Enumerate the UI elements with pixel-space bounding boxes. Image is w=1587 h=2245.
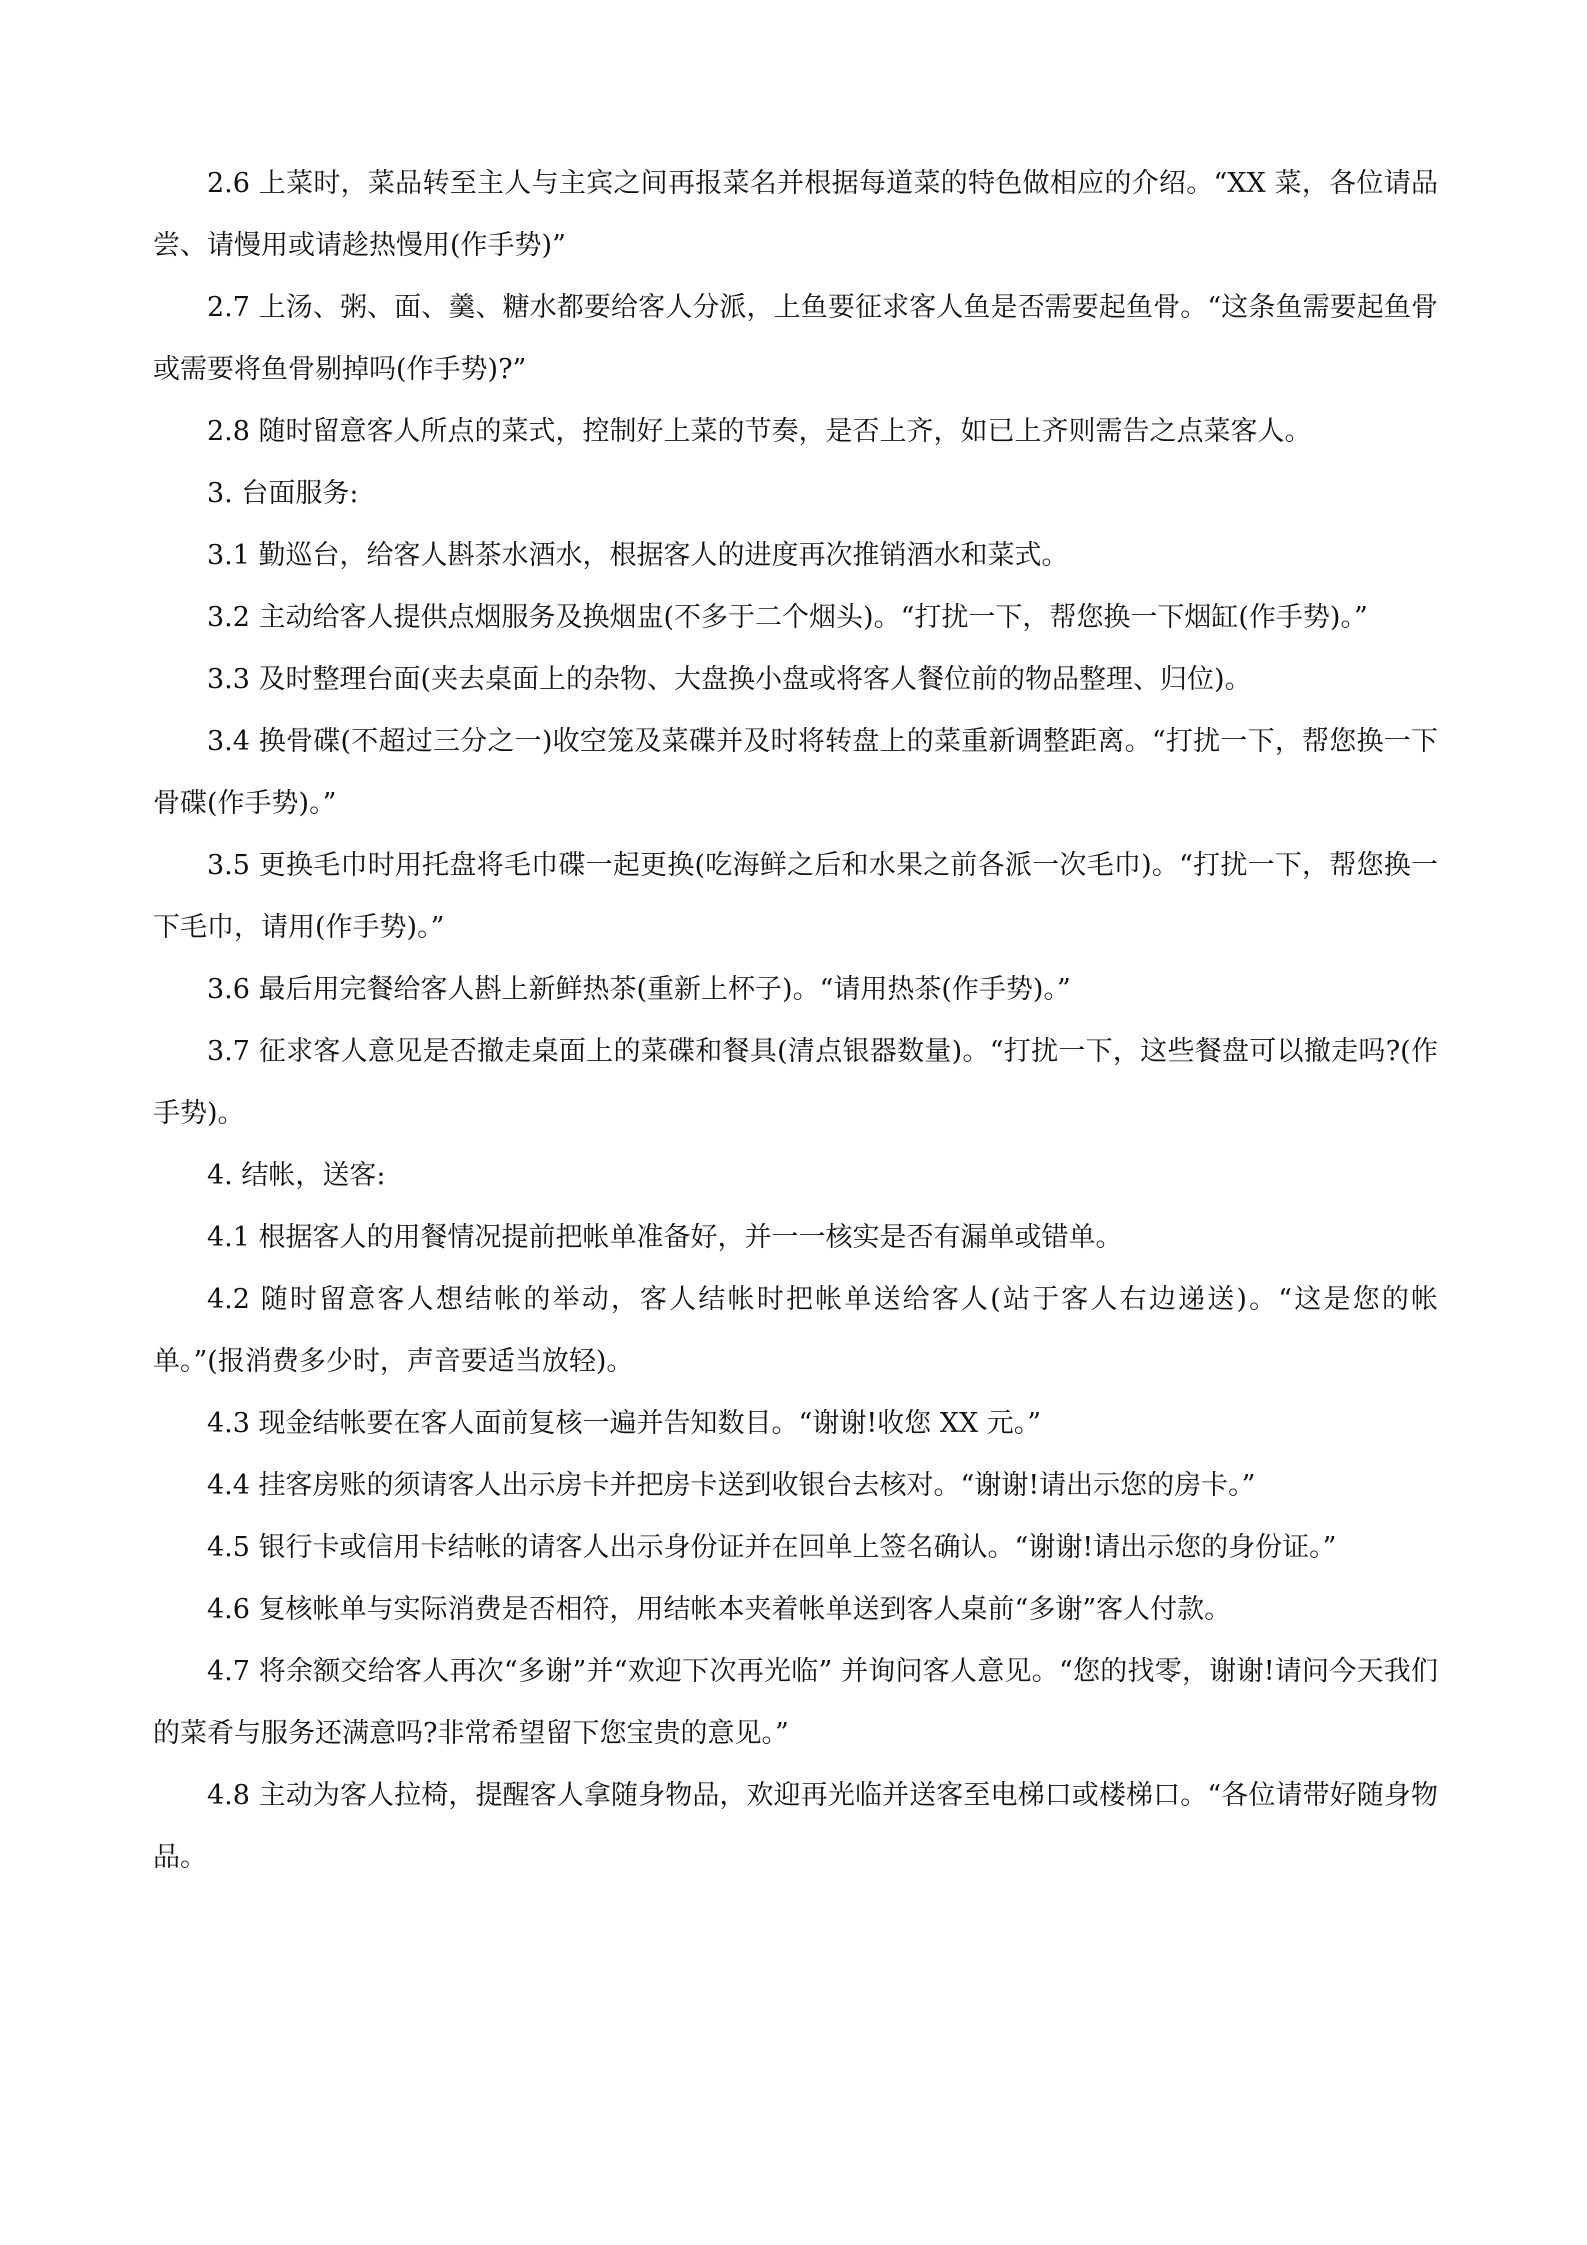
document-body bbox=[153, 153, 1438, 1889]
paragraph-2-6: 2.6 上菜时，菜品转至主人与主宾之间再报菜名并根据每道菜的特色做相应的介绍。“XX 菜，各位请品尝、请慢用或请趁热慢用(作手势)” bbox=[153, 168, 1438, 261]
paragraph-4-3: 4.3 现金结帐要在客人面前复核一遍并告知数目。“谢谢!收您 XX 元。” bbox=[207, 1408, 1042, 1439]
paragraph-3-4: 3.4 换骨碟(不超过三分之一)收空笼及菜碟并及时将转盘上的菜重新调整距离。“打扰一下，帮您换一下骨碟(作手势)。” bbox=[153, 726, 1438, 819]
paragraph-3-2: 3.2 主动给客人提供点烟服务及换烟盅(不多于二个烟头)。“打扰一下，帮您换一下烟缸(作手势)。” bbox=[207, 602, 1368, 633]
paragraph-3-3: 3.3 及时整理台面(夹去桌面上的杂物、大盘换小盘或将客人餐位前的物品整理、归位)。 bbox=[207, 664, 1252, 695]
paragraph-4-8: 4.8 主动为客人拉椅，提醒客人拿随身物品，欢迎再光临并送客至电梯口或楼梯口。“各位请带好随身物品。 bbox=[153, 1780, 1438, 1873]
paragraph-4-7: 4.7 将余额交给客人再次“多谢”并“欢迎下次再光临” 并询问客人意见。“您的找零，谢谢!请问今天我们的菜肴与服务还满意吗?非常希望留下您宝贵的意见。” bbox=[153, 1656, 1438, 1749]
paragraph-4-4: 4.4 挂客房账的须请客人出示房卡并把房卡送到收银台去核对。“谢谢!请出示您的房卡。” bbox=[207, 1470, 1256, 1501]
paragraph-3-1: 3.1 勤巡台，给客人斟茶水酒水，根据客人的进度再次推销酒水和菜式。 bbox=[207, 540, 1069, 571]
paragraph-4-1: 4.1 根据客人的用餐情况提前把帐单准备好，并一一核实是否有漏单或错单。 bbox=[207, 1222, 1123, 1253]
paragraph-4-6: 4.6 复核帐单与实际消费是否相符，用结帐本夹着帐单送到客人桌前“多谢”客人付款。 bbox=[207, 1594, 1232, 1625]
paragraph-2-7: 2.7 上汤、粥、面、羹、糖水都要给客人分派，上鱼要征求客人鱼是否需要起鱼骨。“这条鱼需要起鱼骨或需要将鱼骨剔掉吗(作手势)?” bbox=[153, 292, 1438, 385]
paragraph-2-8: 2.8 随时留意客人所点的菜式，控制好上菜的节奏，是否上齐，如已上齐则需告之点菜客人。 bbox=[207, 416, 1312, 447]
section-heading-4: 4. 结帐，送客: bbox=[207, 1160, 386, 1191]
paragraph-4-5: 4.5 银行卡或信用卡结帐的请客人出示身份证并在回单上签名确认。“谢谢!请出示您的身份证。” bbox=[207, 1532, 1337, 1563]
paragraph-4-2: 4.2 随时留意客人想结帐的举动，客人结帐时把帐单送给客人(站于客人右边递送)。“这是您的帐单。”(报消费多少时，声音要适当放轻)。 bbox=[153, 1284, 1438, 1377]
paragraph-3-5: 3.5 更换毛巾时用托盘将毛巾碟一起更换(吃海鲜之后和水果之前各派一次毛巾)。“打扰一下，帮您换一下毛巾，请用(作手势)。” bbox=[153, 850, 1438, 943]
paragraph-3-6: 3.6 最后用完餐给客人斟上新鲜热茶(重新上杯子)。“请用热茶(作手势)。” bbox=[207, 974, 1071, 1005]
paragraph-3-7: 3.7 征求客人意见是否撤走桌面上的菜碟和餐具(清点银器数量)。“打扰一下，这些餐盘可以撤走吗?(作手势)。 bbox=[153, 1036, 1438, 1129]
section-heading-3: 3. 台面服务: bbox=[207, 478, 359, 509]
